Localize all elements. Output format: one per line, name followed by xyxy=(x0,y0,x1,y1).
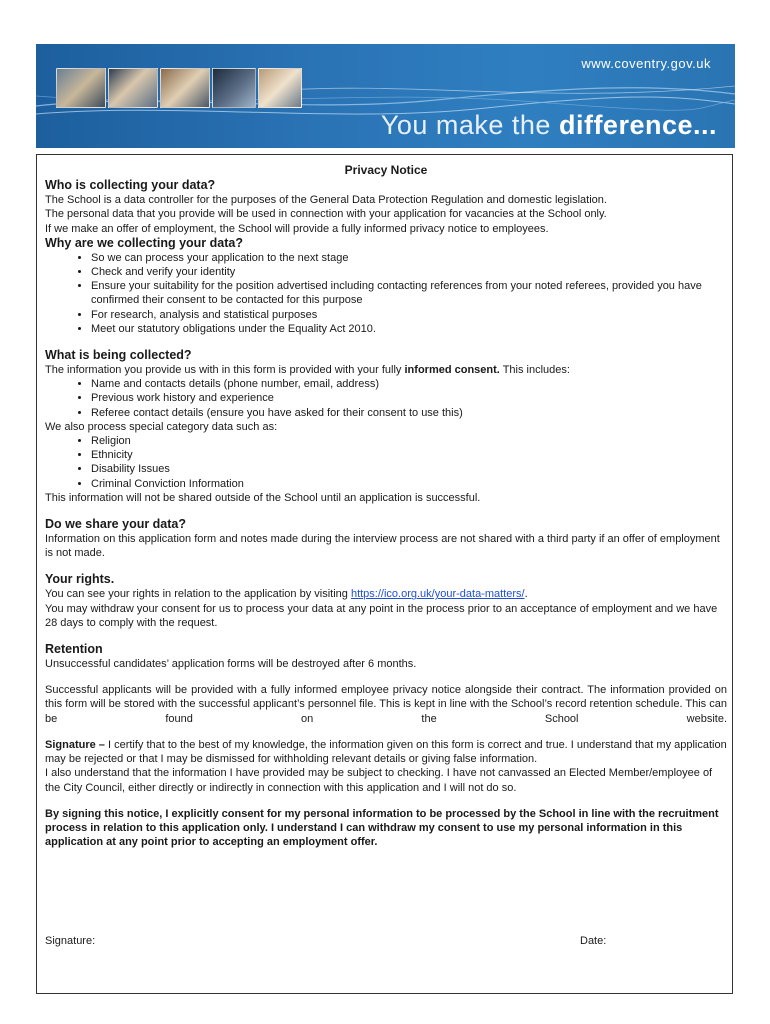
ico-link[interactable]: https://ico.org.uk/your-data-matters/ xyxy=(350,588,525,601)
rights-text2: You may withdraw your consent for us to process your data at any point in the process prior to an acceptance of employment and we have 28 days to comply with the request. xyxy=(45,602,718,629)
tagline xyxy=(381,110,717,141)
informed-consent-text: informed consent. xyxy=(404,364,500,377)
list-item: • Criminal Conviction Information xyxy=(91,477,727,491)
date-field[interactable]: Date: xyxy=(580,935,607,947)
signature-field[interactable]: Signature: xyxy=(45,935,96,947)
special-list xyxy=(45,434,727,491)
consent-statement: By signing this notice, I explicitly consent for my personal information to be processed by the School in line with the recruitment process in relation to this application only. I understand I can withdraw my consent to use my personal information in this application at any point prior to accepting an employment offer. xyxy=(45,807,719,849)
photo-thumbnail xyxy=(56,68,106,108)
section-heading-collecting: Who is collecting your data? xyxy=(45,178,216,193)
list-item: • Religion xyxy=(91,434,727,448)
collecting-line: The personal data that you provide will be used in connection with your application for vacancies at the School only. xyxy=(45,208,607,221)
website-url: www.coventry.gov.uk xyxy=(581,56,711,71)
section-heading-what: What is being collected? xyxy=(45,348,192,363)
collecting-line: The School is a data controller for the purposes of the General Data Protection Regulation and domestic legislation. xyxy=(45,194,607,207)
list-item: • Ensure your suitability for the position advertised including contacting references from your noted referees, provided you have confirmed their consent to be contacted for this purpose xyxy=(91,279,727,307)
list-item: • Meet our statutory obligations under the Equality Act 2010. xyxy=(91,322,727,336)
list-item: • Name and contacts details (phone number, email, address) xyxy=(91,377,727,391)
tagline-light: You make the xyxy=(380,110,559,140)
retention-text2: Successful applicants will be provided with a fully informed employee privacy notice alongside their contract. The information provided on this form will be stored with the successful applicant’s personnel file. This is kept in line with the School’s record retention schedule. This can be found on the School website. xyxy=(45,684,727,725)
tagline-bold: difference... xyxy=(558,110,717,140)
header-banner xyxy=(36,44,735,148)
what-intro-text: The information you provide us with in this form is provided with your fully xyxy=(45,364,405,377)
signature-declaration-label: Signature – xyxy=(45,738,105,751)
collecting-line: If we make an offer of employment, the School will provide a fully informed privacy notice to employees. xyxy=(45,222,549,235)
signature-declaration xyxy=(45,738,727,766)
list-item: • Previous work history and experience xyxy=(91,391,727,405)
share-text: Information on this application form and notes made during the interview process are not shared with a third party if an offer of employment is not made. xyxy=(45,533,720,560)
photo-thumbnail xyxy=(108,68,158,108)
what-outro: This information will not be shared outside of the School until an application is successful. xyxy=(45,491,481,504)
photo-thumbnail xyxy=(160,68,210,108)
list-item: • So we can process your application to the next stage xyxy=(91,251,727,265)
list-item: • For research, analysis and statistical purposes xyxy=(91,308,727,322)
section-heading-share: Do we share your data? xyxy=(45,517,187,532)
special-intro: We also process special category data such as: xyxy=(45,420,278,433)
section-heading-rights: Your rights. xyxy=(45,572,115,587)
list-item: • Check and verify your identity xyxy=(91,265,727,279)
why-list xyxy=(45,251,727,336)
list-item: • Referee contact details (ensure you have asked for their consent to use this) xyxy=(91,406,727,420)
signature-row xyxy=(45,935,727,947)
section-heading-retention: Retention xyxy=(45,642,103,657)
what-intro xyxy=(45,363,727,377)
photo-thumbnail xyxy=(258,68,302,108)
list-item: • Disability Issues xyxy=(91,462,727,476)
signature-declaration-2: I also understand that the information I have provided may be subject to checking. I have not canvassed an Elected Member/employee of the City Council, either directly or indirectly in connection with this application and I will not do so. xyxy=(45,767,713,794)
what-intro-suffix: This includes: xyxy=(499,364,570,377)
page-title: Privacy Notice xyxy=(344,163,428,177)
signature-declaration-text: I certify that to the best of my knowledge, the information given on this form is correct and true. I understand that my application may be rejected or that I may be dismissed for withholding relevant details or giving false information. xyxy=(45,738,727,766)
rights-text-pre: You can see your rights in relation to the application by visiting xyxy=(45,588,351,601)
privacy-notice-form xyxy=(36,154,733,994)
rights-text xyxy=(45,587,727,601)
list-item: • Ethnicity xyxy=(91,448,727,462)
photo-strip xyxy=(56,68,301,108)
retention-text1: Unsuccessful candidates’ application forms will be destroyed after 6 months. xyxy=(45,658,417,671)
what-list xyxy=(45,377,727,420)
section-heading-why: Why are we collecting your data? xyxy=(45,235,243,250)
rights-text-post: . xyxy=(524,588,528,601)
photo-thumbnail xyxy=(212,68,256,108)
